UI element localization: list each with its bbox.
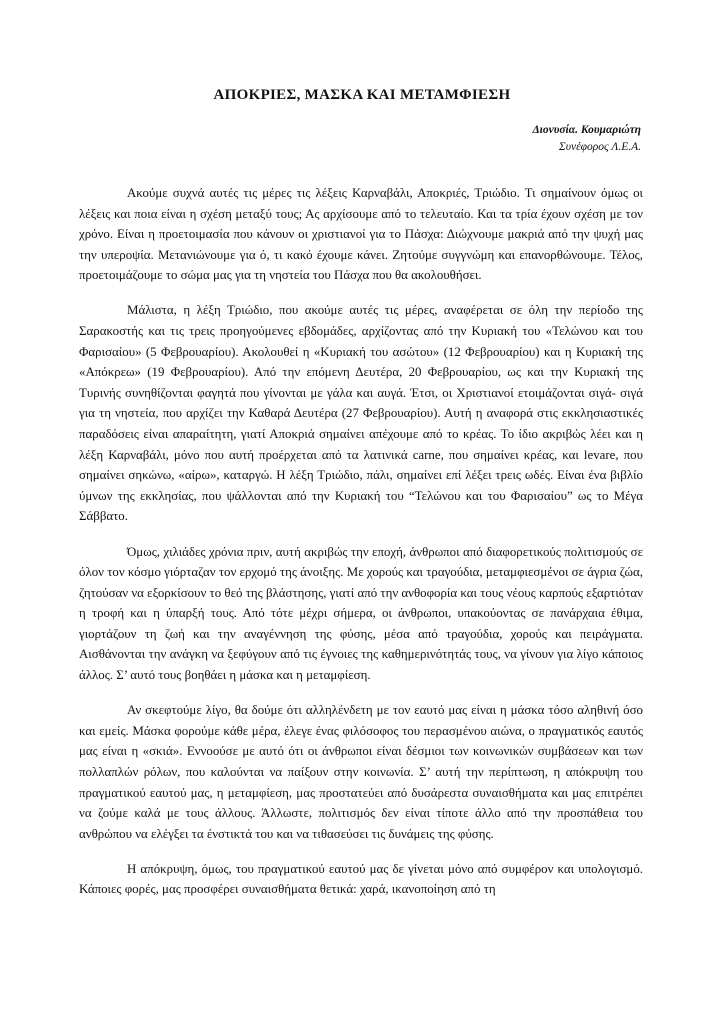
paragraph-4: Αν σκεφτούμε λίγο, θα δούμε ότι αλληλένδετη με τον εαυτό μας είναι η μάσκα τόσο αληθινή όσο και εμείς. Μάσκα φορούμε κάθε μέρα, έλεγε ένας φιλόσοφος του περασμένου αιώνα, ο πραγματικός εαυτός μας είναι η «σκιά». Εννοούσε με αυτό ότι οι άνθρωποι είναι δέσμιοι των κοινωνικών συμβάσεων και των πολλαπλών ρόλων, που καλούνται να παίξουν στην κοινωνία. Σ’ αυτή την περίπτωση, η απόκρυψη του πραγματικού εαυτού μας, η μεταμφίεση, μας προστατεύει από δυσάρεστα συναισθήματα και μας επιτρέπει να ζούμε καλά με τους άλλους. Άλλωστε, πολιτισμός δεν είναι τίποτε άλλο από την προσπάθεια του ανθρώπου να ελέγξει τα ένστικτά του και να τιθασεύσει τις δυνάμεις της φύσης. [79, 703, 643, 841]
paragraph-2: Μάλιστα, η λέξη Τριώδιο, που ακούμε αυτές τις μέρες, αναφέρεται σε όλη την περίοδο της Σαρακοστής και τις τρεις προηγούμενες εβδομάδες, αρχίζοντας από την Κυριακή του «Τελώνου και του Φαρισαίου» (5 Φεβρουαρίου). Ακολουθεί η «Κυριακή του ασώτου» (12 Φεβρουαρίου) και η Κυριακή της «Απόκρεω» (19 Φεβρουαρίου). Από την επόμενη Δευτέρα, 20 Φεβρουαρίου, ως και την Κυριακή της Τυρινής συνηθίζονται φαγητά που γίνονται με γάλα και αυγά. Έτσι, οι Χριστιανοί ετοιμάζονται σιγά- σιγά για τη νηστεία, που αρχίζει την Καθαρά Δευτέρα (27 Φεβρουαρίου). Αυτή η αναφορά στις εκκλησιαστικές παραδόσεις είναι απαραίτητη, γιατί Αποκριά σημαίνει απέχουμε από το κρέας. Το ίδιο ακριβώς λέει και η λέξη Καρναβάλι, μόνο που αυτή προέρχεται από τα λατινικά carne, που σημαίνει κρέας, και levare, που σημαίνει σηκώνω, «αίρω», καταργώ. Η λέξη Τριώδιο, πάλι, σημαίνει επί λέξει τρεις ωδές. Είναι ένα βιβλίο ύμνων της εκκλησίας, που ψάλλονται από την Κυριακή του “Τελώνου και του Φαρισαίου” ως το Μέγα Σάββατο. [79, 303, 643, 524]
paragraph-1: Ακούμε συχνά αυτές τις μέρες τις λέξεις Καρναβάλι, Αποκριές, Τριώδιο. Τι σημαίνουν όμως οι λέξεις και ποια είναι η σχέση μεταξύ τους; Ας αρχίσουμε από το τελευταίο. Και τα τρία έχουν σχέση με τον χρόνο. Είναι η προετοιμασία που κάνουν οι χριστιανοί για το Πάσχα: Διώχνουμε μακριά από την ψυχή μας την υπεροψία. Μετανιώνουμε για ό, τι κακό έχουμε κάνει. Ζητούμε συγγνώμη και επανορθώνουμε. Τέλος, προετοιμάζουμε το σώμα μας για τη νηστεία του Πάσχα που θα ακολουθήσει. [79, 186, 643, 283]
author-role: Συνέφορος Λ.Ε.Α. [558, 141, 641, 153]
document-body [79, 183, 643, 915]
author-name: Διονυσία. Κουμαριώτη [532, 124, 641, 136]
paragraph-3: Όμως, χιλιάδες χρόνια πριν, αυτή ακριβώς την εποχή, άνθρωποι από διαφορετικούς πολιτισμούς σε όλον τον κόσμο γιόρταζαν τον ερχομό της άνοιξης. Με χορούς και τραγούδια, μεταμφιεσμένοι σε άγρια ζώα, ζητούσαν να εξορκίσουν το θεό της βλάστησης, γιατί από την ανθοφορία και τους νέους καρπούς εξαρτιόταν η τροφή και η ύπαρξή τους. Από τότε μέχρι σήμερα, οι άνθρωποι, υπακούοντας σε πανάρχαια έθιμα, γιορτάζουν τη ζωή και την αναγέννηση της φύσης, μέσα από τραγούδια, χορούς και πειράγματα. Αισθάνονται την ανάγκη να ξεφύγουν από τις έγνοιες της καθημερινότητάς τους, να γίνουν για λίγο κάποιος άλλος. Σ’ αυτό τους βοηθάει η μάσκα και η μεταμφίεση. [79, 544, 643, 683]
document-title: ΑΠΟΚΡΙΕΣ, ΜΑΣΚΑ ΚΑΙ ΜΕΤΑΜΦΙΕΣΗ [213, 87, 511, 103]
paragraph-5: Η απόκρυψη, όμως, του πραγματικού εαυτού μας δε γίνεται μόνο από συμφέρον και υπολογισμό. Κάποιες φορές, μας προσφέρει συναισθήματα θετικά: χαρά, ικανοποίηση από τη [79, 861, 643, 897]
